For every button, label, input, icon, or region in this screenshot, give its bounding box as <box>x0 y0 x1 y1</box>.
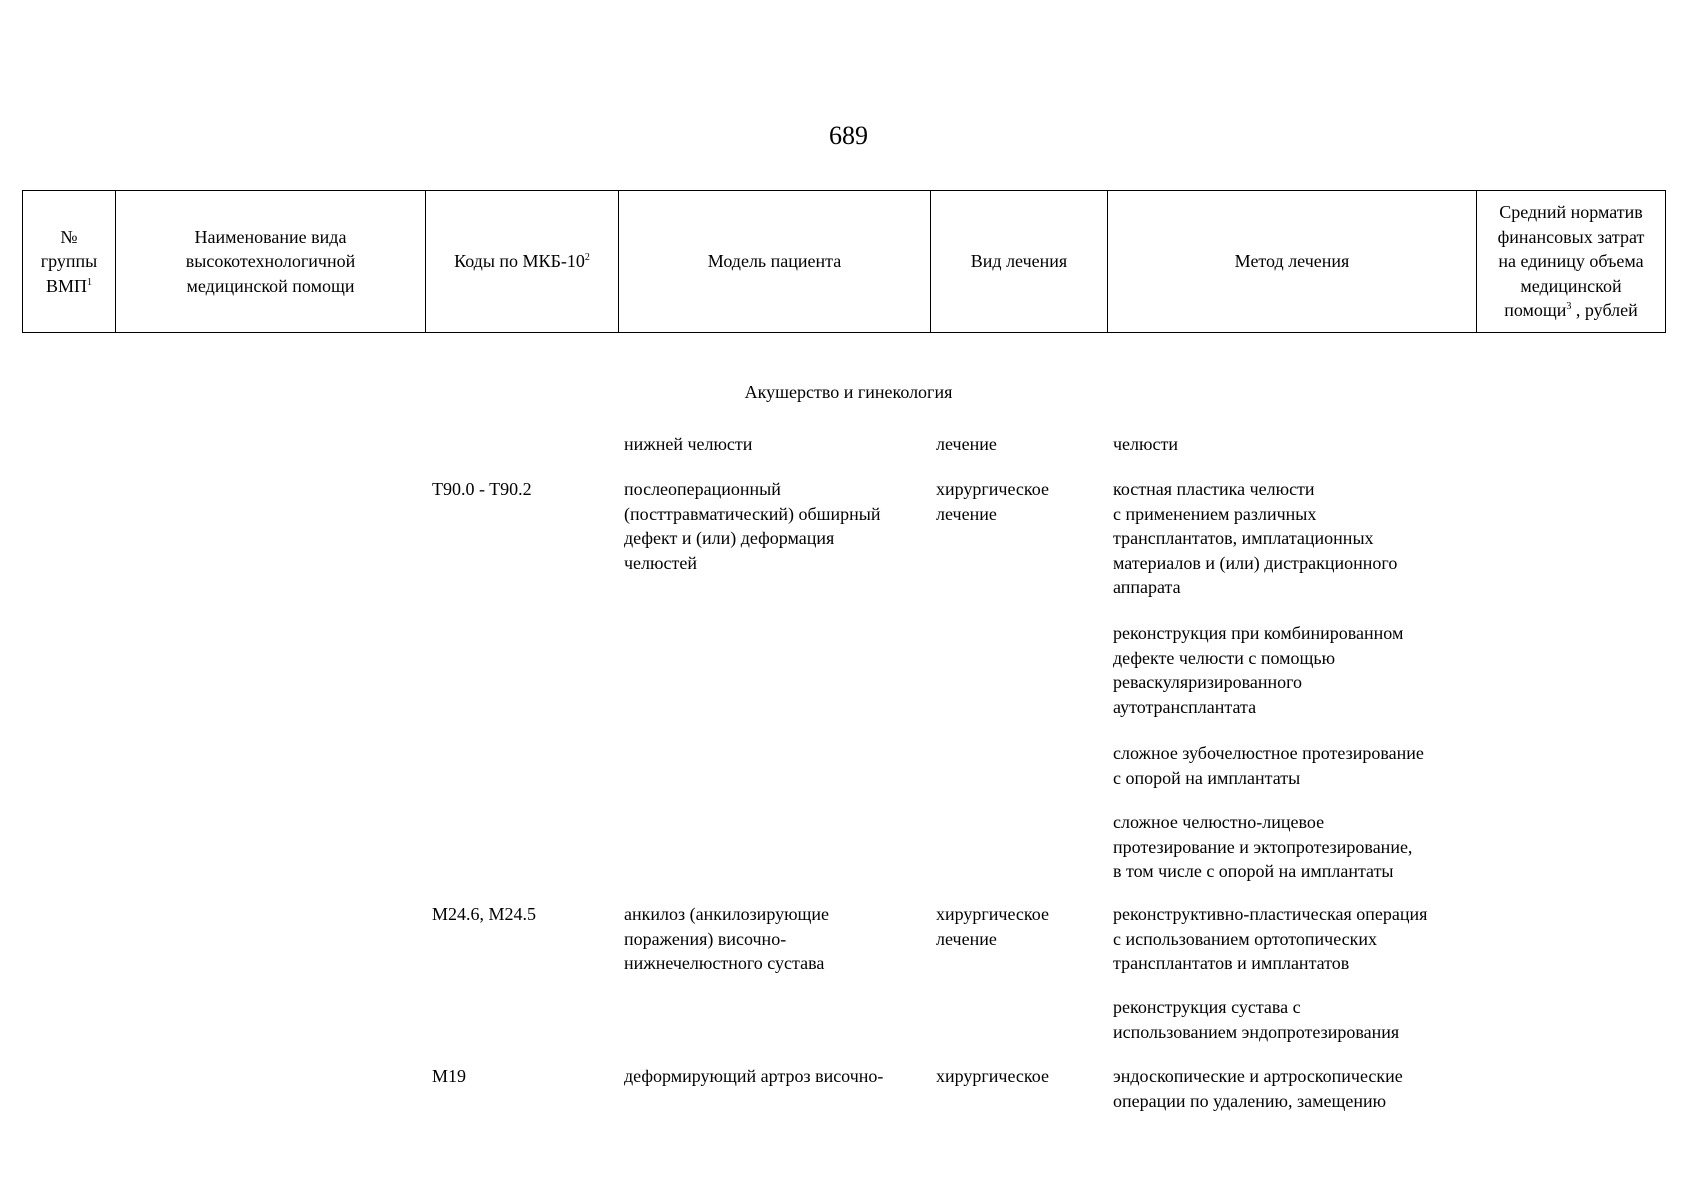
treatment-method-cell: реконструкция сустава с использованием эндопротезирования <box>1113 997 1400 1042</box>
treatment-method-cell: реконструкция при комбинированном дефекте челюсти с помощью реваскуляризированного аутотрансплантата <box>1113 623 1404 717</box>
treatment-method-cell: челюсти <box>1113 434 1178 454</box>
treatment-type-cell: хирургическое лечение <box>936 479 1049 524</box>
header-treatment-type: Вид лечения <box>931 191 1108 333</box>
header-treatment-method: Метод лечения <box>1108 191 1477 333</box>
treatment-type-cell: лечение <box>936 434 997 454</box>
treatment-method-cell: костная пластика челюсти с применением различных трансплантатов, имплатационных материалов и (или) дистракционного аппарата <box>1113 479 1398 597</box>
header-group-number: № группы ВМП$^1$ <box>23 191 116 333</box>
patient-model-cell: анкилоз (анкилозирующие поражения) височно- нижнечелюстного сустава <box>624 904 830 973</box>
icd-code-cell: M19 <box>432 1066 467 1086</box>
table-header <box>22 190 1666 333</box>
treatment-method-cell: реконструктивно-пластическая операция с использованием ортотопических трансплантатов и имплантатов <box>1113 904 1428 973</box>
patient-model-cell: нижней челюсти <box>624 434 753 454</box>
section-title: Акушерство и гинекология <box>744 382 953 402</box>
patient-model-cell: деформирующий артроз височно- <box>624 1066 884 1086</box>
icd-code-cell: M24.6, M24.5 <box>432 904 537 924</box>
treatment-method-cell: сложное челюстно-лицевое протезирование и эктопротезирование, в том числе с опорой на имплантаты <box>1113 812 1413 881</box>
header-icd-codes: Коды по МКБ-$10^2$ <box>426 191 619 333</box>
treatment-method-cell: эндоскопические и артроскопические операции по удалению, замещению <box>1113 1066 1403 1111</box>
treatment-type-cell: хирургическое лечение <box>936 904 1049 949</box>
icd-code-cell: T90.0 - T90.2 <box>432 479 532 499</box>
page-number: 689 <box>829 121 868 150</box>
treatment-type-cell: хирургическое <box>936 1066 1049 1086</box>
header-patient-model: Модель пациента <box>619 191 931 333</box>
patient-model-cell: послеоперационный (посттравматический) обширный дефект и (или) деформация челюстей <box>624 479 881 573</box>
header-type-name: Наименование вида высокотехнологичной медицинской помощи <box>116 191 426 333</box>
treatment-method-cell: сложное зубочелюстное протезирование с опорой на имплантаты <box>1113 743 1424 788</box>
header-cost-norm: Средний норматив финансовых затрат на единицу объема медицинской помощи$^3$ , рублей <box>1477 191 1666 333</box>
